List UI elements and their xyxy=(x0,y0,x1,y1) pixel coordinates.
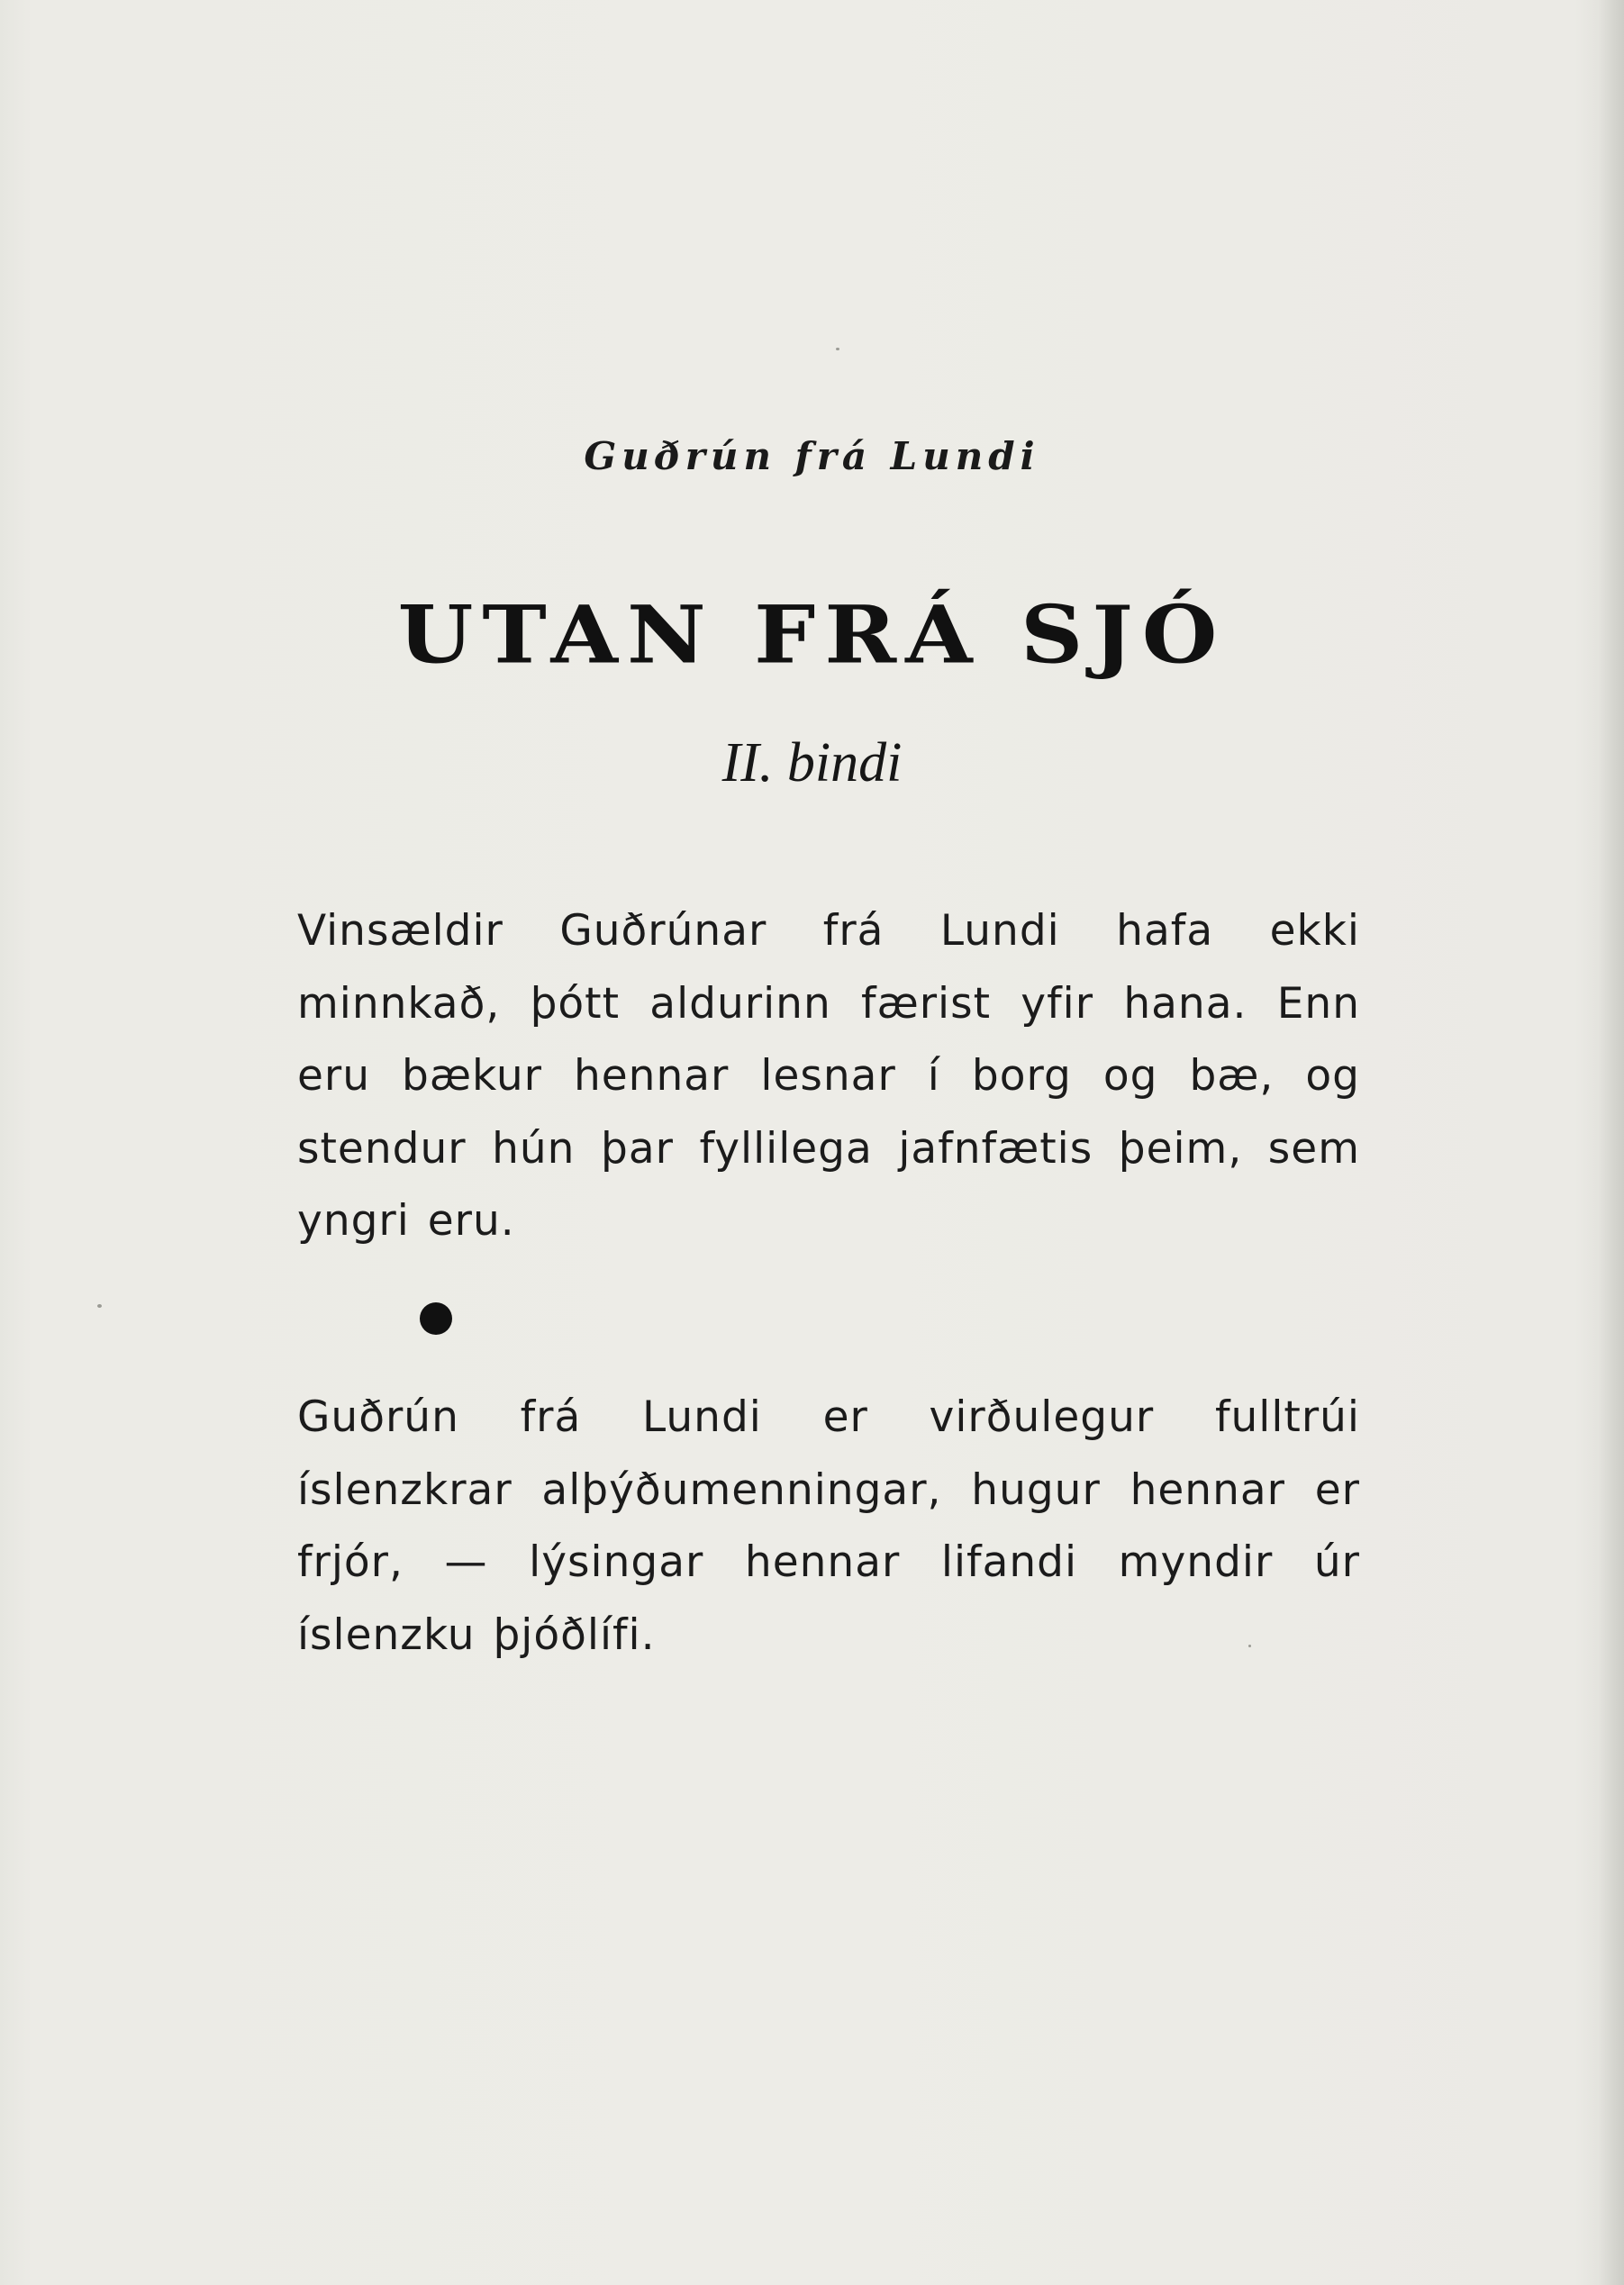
author-name: Guðrún frá Lundi xyxy=(584,434,1040,478)
paper-speck xyxy=(836,348,839,350)
paper-speck xyxy=(97,1304,102,1308)
blurb-paragraph-2: Guðrún frá Lundi er virðulegur fulltrúi íslenzkrar alþýðumenningar, hugur hennar er frjór, — lýsingar hennar lifandi myndir úr íslenzku þjóðlífi. xyxy=(297,1392,1360,1660)
book-title: UTAN FRÁ SJÓ xyxy=(397,587,1227,682)
page-edge-shadow xyxy=(1599,0,1624,2285)
blurb-paragraph-1: Vinsældir Guðrúnar frá Lundi hafa ekki minnkað, þótt aldurinn færist yfir hana. Enn eru bækur hennar lesnar í borg og bæ, og stendur hún þar fyllilega jafnfætis þeim, sem yngri eru. xyxy=(297,906,1360,1246)
bullet-separator-icon xyxy=(420,1302,452,1335)
volume-label: II. bindi xyxy=(721,732,903,793)
